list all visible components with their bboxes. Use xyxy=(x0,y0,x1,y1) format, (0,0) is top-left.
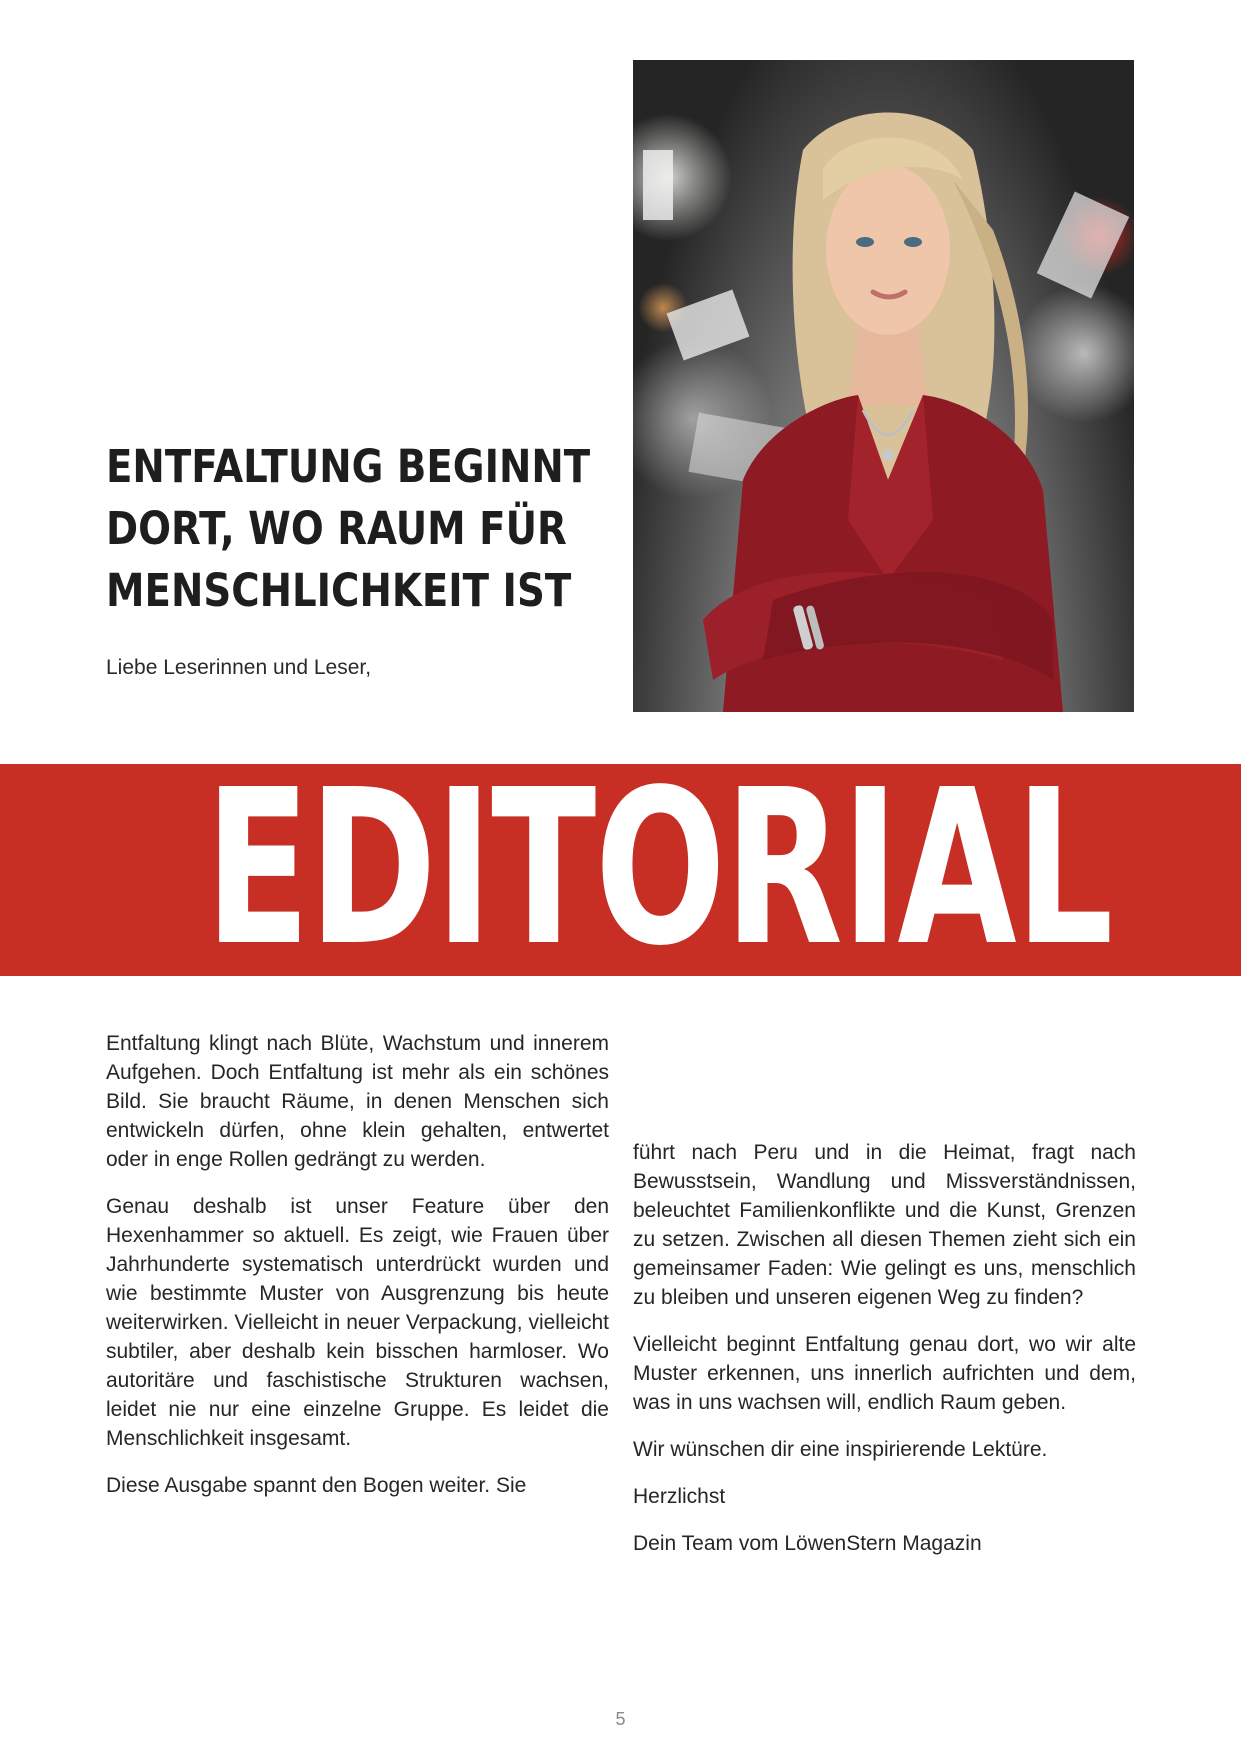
headline-line-1: ENTFALTUNG BEGINNT xyxy=(106,440,591,493)
headline-line-3: MENSCHLICHKEIT IST xyxy=(106,564,572,617)
portrait-photo xyxy=(633,60,1134,712)
body-paragraph: Genau deshalb ist unser Feature über den Hexenhammer so aktuell. Es zeigt, wie Frauen über Jahrhunderte systematisch unterdrückt wurden und wie bestimmte Muster von Ausgrenzung bis heute weiterwirken. Vielleicht in neuer Verpackung, vielleicht subtiler, aber deshalb kein bisschen harmloser. Wo autoritäre und faschistische Strukturen wachsen, leidet nie nur eine einzelne Gruppe. Es leidet die Menschlichkeit insgesamt. xyxy=(106,1195,609,1450)
section-title: EDITORIAL xyxy=(205,744,1113,993)
body-paragraph: Wir wünschen dir eine inspirierende Lektüre. xyxy=(633,1438,1048,1461)
signature: Dein Team vom LöwenStern Magazin xyxy=(633,1532,982,1555)
salutation: Liebe Leserinnen und Leser, xyxy=(106,656,372,679)
body-column-left xyxy=(106,1029,609,1518)
headline xyxy=(106,436,591,622)
page-number: 5 xyxy=(615,1709,626,1729)
body-paragraph: Diese Ausgabe spannt den Bogen weiter. Sie xyxy=(106,1474,527,1497)
closing-greeting: Herzlichst xyxy=(633,1485,726,1508)
body-paragraph: führt nach Peru und in die Heimat, fragt nach Bewusstsein, Wandlung und Missverständnissen, beleuchtet Familienkonflikte und die Kunst, Grenzen zu setzen. Zwischen all diesen Themen zieht sich ein gemeinsamer Faden: Wie gelingt es uns, menschlich zu bleiben und unseren eigenen Weg zu finden? xyxy=(633,1141,1136,1309)
body-paragraph: Vielleicht beginnt Entfaltung genau dort, wo wir alte Muster erkennen, uns innerlich aufrichten und dem, was in uns wachsen will, endlich Raum geben. xyxy=(633,1333,1136,1414)
portrait-illustration xyxy=(633,60,1134,712)
headline-line-2: DORT, WO RAUM FÜR xyxy=(106,502,567,555)
body-paragraph: Entfaltung klingt nach Blüte, Wachstum und innerem Aufgehen. Doch Entfaltung ist mehr als ein schönes Bild. Sie braucht Räume, in denen Menschen sich entwickeln dürfen, ohne klein gehalten, entwertet oder in enge Rollen gedrängt zu werden. xyxy=(106,1032,609,1171)
body-column-right xyxy=(633,1138,1136,1576)
